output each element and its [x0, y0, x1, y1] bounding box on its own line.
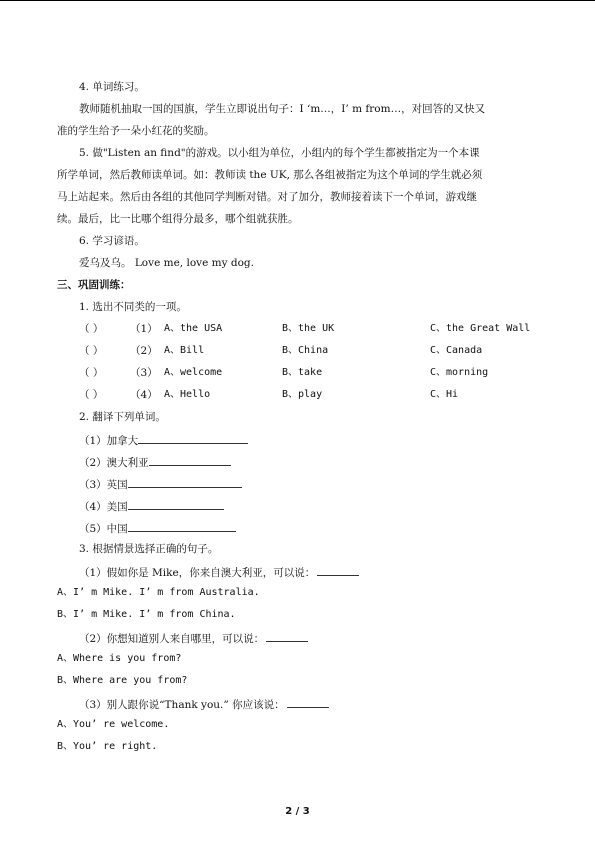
answer-blank[interactable]	[266, 630, 308, 642]
question-number: （2）	[130, 345, 158, 357]
section-4-line-1: 教师随机抽取一国的国旗，学生立即说出句子：I ‘m…，I’ m from…，对回答的又快又	[79, 103, 486, 115]
answer-paren[interactable]: （ ）	[79, 345, 104, 357]
option-c: C、Hi	[430, 389, 459, 400]
q1-title: 1. 选出不同类的一项。	[79, 301, 187, 313]
option-b: B、China	[282, 345, 329, 356]
option-a: A、Hello	[164, 389, 211, 400]
scenario-text: （3）别人跟你说“Thank you.” 你应该说：	[79, 699, 285, 711]
question-number: （3）	[130, 367, 158, 379]
section-6-heading: 6. 学习谚语。	[79, 235, 145, 247]
translate-label: （3）英国	[79, 479, 128, 491]
answer-blank[interactable]	[317, 564, 359, 576]
section-5-line-3: 马上站起来。然后由各组的其他同学判断对错。对了加分，教师接着读下一个单词，游戏继	[57, 191, 477, 203]
translate-label: （1）加拿大	[79, 435, 139, 447]
translate-item	[79, 498, 224, 514]
scenario-1-option-a: A、I’ m Mike. I’ m from Australia.	[57, 587, 260, 598]
section-5-line-4: 续。最后，比一比哪个组得分最多，哪个组就获胜。	[57, 213, 299, 225]
option-a: A、Bill	[164, 345, 205, 356]
option-b: B、the UK	[282, 323, 335, 334]
answer-blank[interactable]	[128, 498, 224, 510]
scenario-1-option-b: B、I’ m Mike. I’ m from China.	[57, 609, 236, 620]
option-c: C、the Great Wall	[430, 323, 531, 334]
scenario-2	[79, 630, 308, 646]
scenario-text: （1）假如你是 Mike，你来自澳大利亚，可以说：	[79, 567, 316, 579]
option-b: B、take	[282, 367, 323, 378]
option-b: B、play	[282, 389, 323, 400]
answer-blank[interactable]	[128, 520, 236, 532]
scenario-3-option-b: B、You’ re right.	[57, 741, 158, 752]
scenario-3	[79, 696, 329, 712]
answer-paren[interactable]: （ ）	[79, 367, 104, 379]
section-4-line-2: 准的学生给予一朵小红花的奖励。	[57, 125, 215, 137]
scenario-2-option-b: B、Where are you from?	[57, 675, 188, 686]
answer-blank[interactable]	[128, 476, 242, 488]
answer-blank[interactable]	[287, 696, 329, 708]
section-5-line-1: 5. 做"Listen an find"的游戏。以小组为单位，小组内的每个学生都被指定为一个本课	[79, 147, 480, 159]
q2-title: 2. 翻译下列单词。	[79, 411, 166, 423]
answer-paren[interactable]: （ ）	[79, 389, 104, 401]
translate-label: （4）美国	[79, 501, 128, 513]
translate-label: （2）澳大利亚	[79, 457, 149, 469]
translate-label: （5）中国	[79, 523, 128, 535]
scenario-2-option-a: A、Where is you from?	[57, 653, 182, 664]
scenario-3-option-a: A、You’ re welcome.	[57, 719, 170, 730]
proverb: 爱乌及乌。 Love me, love my dog.	[79, 257, 254, 269]
option-c: C、morning	[430, 367, 489, 378]
question-number: （4）	[130, 389, 158, 401]
q3-title: 3. 根据情景选择正确的句子。	[79, 543, 219, 555]
section-5-line-2: 所学单词，然后教师读单词。如：教师读 the UK, 那么各组被指定为这个单词的学生就必须	[57, 169, 483, 181]
page-number: 2 / 3	[285, 806, 310, 817]
answer-blank[interactable]	[149, 454, 231, 466]
question-number: （1）	[130, 323, 158, 335]
answer-blank[interactable]	[138, 432, 248, 444]
consolidation-title: 三、巩固训练：	[57, 279, 131, 291]
answer-paren[interactable]: （ ）	[79, 323, 104, 335]
scenario-1	[79, 564, 359, 580]
header-rule	[0, 0, 595, 1]
translate-item	[79, 432, 248, 448]
section-4-heading: 4. 单词练习。	[79, 81, 145, 93]
translate-item	[79, 520, 236, 536]
translate-item	[79, 454, 231, 470]
option-a: A、the USA	[164, 323, 223, 334]
option-a: A、welcome	[164, 367, 223, 378]
option-c: C、Canada	[430, 345, 483, 356]
scenario-text: （2）你想知道别人来自哪里，可以说：	[79, 633, 265, 645]
translate-item	[79, 476, 242, 492]
